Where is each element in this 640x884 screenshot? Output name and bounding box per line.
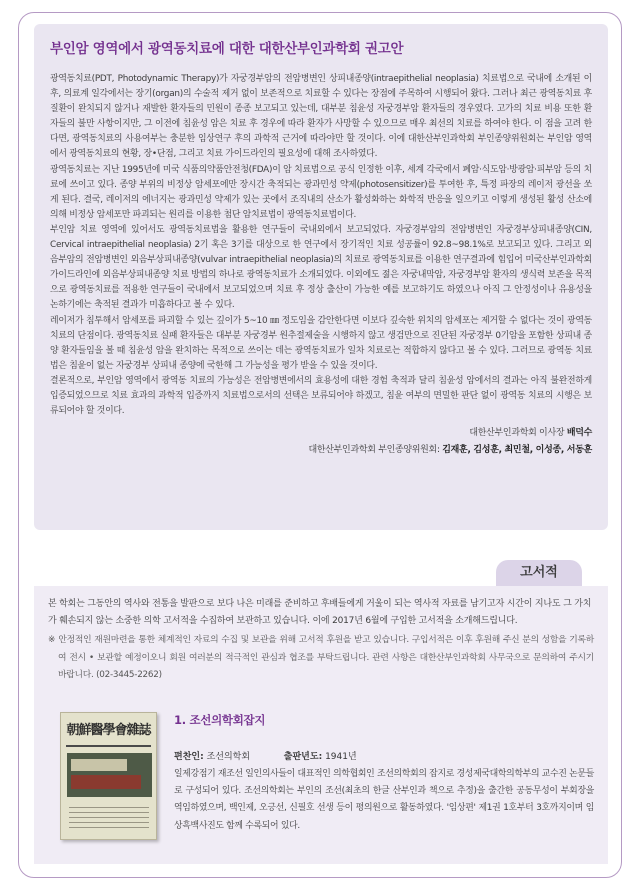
recommendation-paragraph: 결론적으로, 부인암 영역에서 광역동 치료의 가능성은 전암병변에서의 효용성에 대한 경험 축적과 달리 침윤성 암에서의 결과는 아직 불완전하게 입증되었으므로 치료 효과의 과학적 입증까지 치료법으로서의 선택은 보류되어야 하겠고, 침윤 여부의 면밀한 판단 없이 광역동 치료의 시행은 보류되어야 할 것이다.	[50, 375, 592, 417]
section-tab-old-books: 고서적	[496, 560, 582, 586]
book-cover-image	[60, 712, 157, 840]
chair-name: 배덕수	[566, 428, 592, 439]
old-books-intro: 본 학회는 그동안의 역사와 전통을 발판으로 보다 나은 미래를 준비하고 후배들에게 거울이 되는 역사적 자료를 남기고자 시간이 지나도 그 가치가 훼손되지 않는 소중한 의학 고서적을 수집하여 보관하고 있습니다. 이에 2017년 6월에 구입한 고서적을 소개해드립니다.	[48, 599, 592, 627]
recommendation-body	[50, 72, 592, 419]
recommendation-paragraph: 광역동치료(PDT, Photodynamic Therapy)가 자궁경부암의 전암병변인 상피내종양(intraepithelial neoplasia) 치료법으로 국내에 소개된 이후, 의료계 일각에서는 장기(organ)의 수술적 제거 없이 보존적으로 치료할 수 있다는 장점에 주목하여 시행되어 왔다. 그러나 최근 광역동치료 후 질환이 완치되지 않거나 재발한 환자들의 민원이 종종 보고되고 있는데, 대부분 침윤성 자궁경부암 환자들의 경우였다. 고가의 치료 비용 또한 환자들의 불만 사항이지만, 그 이전에 침윤성 암은 치료 후 경우에 따라 환자가 사망할 수 있으므로 매우 최선의 치료를 하여야 한다. 이 점을 고려 한다면, 광역동치료의 사용여부는 충분한 임상연구 후의 과학적 근거에 따라야만 할 것이다. 이에 대한산부인과학회 부인종양위원회는 부인암 영역에서 광역동치료의 현황, 장•단점, 그리고 치료 가이드라인의 필요성에 대해 조사하였다.	[50, 74, 592, 160]
book-cover-title: 朝鮮醫學會雜誌	[66, 717, 151, 747]
recommendation-paragraph: 광역동치료는 지난 1995년에 미국 식품의약품안전청(FDA)이 암 치료법으로 공식 인정한 이후, 세계 각국에서 폐암·식도암·방광암·피부암 등의 치료에 쓰이고 있다. 종양 부위의 비정상 암세포에만 장시간 축적되는 광과민성 약제(photosensitizer)를 투여한 후, 특정 파장의 레이저 광선을 쏘게 된다. 결국, 레이저의 에너지는 광과민성 약제가 있는 곳에서 조직내의 산소가 활성화하는 화학적 반응을 일으키고 이렇게 생성된 활성 산소에 의해 비정상 암세포만 파괴되는 원리를 이용한 첨단 암치료법이 광역동치료법이다.	[50, 164, 592, 220]
book-cover-stripe	[71, 775, 141, 789]
donation-note: ※ 안정적인 재원마련을 통한 체계적인 자료의 수집 및 보관을 위해 고서적 후원을 받고 있습니다. 구입서적은 이후 후원해 주신 분의 성함을 기록하여 전시 • 보관할 예정이오니 회원 여러분의 적극적인 관심과 협조를 부탁드립니다. 관련 사항은 대한산부인과학회 사무국으로 문의하여 주시기 바랍니다. (02-3445-2262)	[48, 635, 594, 680]
recommendation-title: 부인암 영역에서 광역동치료에 대한 대한산부인과학회 권고안	[50, 41, 404, 57]
book-entry	[174, 712, 594, 835]
committee-names: 김재훈, 김성훈, 최민철, 이성종, 서동훈	[442, 445, 592, 456]
recommendation-paragraph: 부인암 치료 영역에 있어서도 광역동치료법을 활용한 연구들이 국내외에서 보고되었다. 자궁경부암의 전암병변인 자궁경부상피내종양(CIN, Cervical intraepithelial neoplasia) 2기 혹은 3기를 대상으로 한 연구에서 장기적인 치료 성공률이 92.8~98.1%로 보고되고 있다. 그리고 외음부암의 전암병변인 외음부상피내종양(vulvar intraepithelial neoplasia)의 치료로 광역동치료를 이용한 연구결과에 힘입어 미국산부인과학회 가이드라인에 외음부상피내종양 치료 방법의 하나로 광역동치료가 소개되었다. 이외에도 젊은 자궁내막암, 자궁경부암 환자의 생식력 보존을 목적으로 광역동치료를 적용한 연구들이 국내에서 보고되었으며 치료 후 정상 출산이 가능한 예를 보고하기도 하였으나 아직 그 안정성이나 유용성을 논하기에는 축적된 결과가 미흡하다고 볼 수 있다.	[50, 224, 592, 311]
book-entry-title: 1. 조선의학회잡지	[174, 713, 266, 727]
committee-title: 대한산부인과학회 부인종양위원회:	[308, 445, 440, 456]
editor-value: 조선의학회	[206, 752, 251, 762]
recommendation-box	[34, 24, 608, 530]
recommendation-paragraph: 레이저가 침투해서 암세포를 파괴할 수 있는 깊이가 5~10 ㎜ 정도임을 감안한다면 이보다 깊숙한 위치의 암세포는 제거할 수 없다는 것이 광역동치료의 단점이다. 광역동치료 실패 환자들은 대부분 자궁경부 원추절제술을 시행하지 않고 생검만으로 진단된 자궁경부 0기암을 포함한 상피내 종양 환자들임을 볼 때 침윤성 암을 완치하는 목적으로 쓰이는 데는 광역동치료가 일차 치료로는 적합하지 않다고 볼 수 있다. 그러므로 광역동 치료법은 침윤이 없는 자궁경부 상피내 종양에 국한해 그 가능성을 평가 받을 수 있을 것이다.	[50, 315, 592, 371]
year-label: 출판년도:	[283, 752, 323, 762]
signature-committee	[50, 442, 592, 459]
book-entry-description: 일제강점기 재조선 일인의사들이 대표적인 의학협회인 조선의학회의 잡지로 경성제국대학의학부의 교수진 논문들로 구성되어 있다. 조선의학회는 부인의 조선(최초의 한글 산부인과 책으로 추정)을 출간한 공동무성이 부회장을 역임하였으며, 백인제, 오긍선, 신필호 선생 등이 평의원으로 활동하였다. '임상편' 제1권 1호부터 3호까지이며 임상흑백사진도 함께 수록되어 있다.	[174, 769, 594, 831]
book-cover-label	[71, 759, 127, 771]
book-entry-meta	[174, 750, 594, 764]
chair-title: 대한산부인과학회 이사장	[469, 428, 565, 439]
signature-chair	[50, 425, 592, 442]
book-cover-text-lines	[69, 803, 149, 831]
signature-block	[50, 425, 592, 459]
editor-label: 편찬인:	[174, 752, 204, 762]
year-value: 1941년	[325, 752, 357, 762]
